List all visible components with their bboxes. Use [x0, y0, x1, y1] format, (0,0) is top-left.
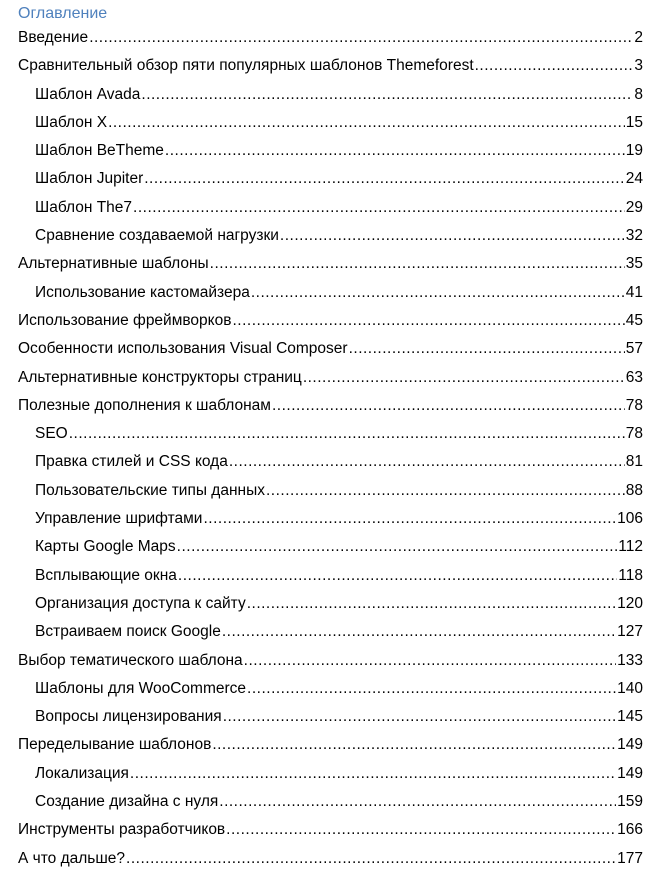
toc-entry-label[interactable]: Создание дизайна с нуля	[35, 793, 219, 811]
toc-dot-leader	[244, 647, 616, 675]
toc-subentry[interactable]	[0, 279, 659, 307]
toc-page-number[interactable]: 35	[625, 255, 643, 273]
toc-dot-leader	[223, 703, 616, 731]
toc-dot-leader	[165, 137, 625, 165]
toc-dot-leader	[203, 505, 616, 533]
toc-entry[interactable]	[0, 335, 659, 363]
toc-entry-label[interactable]: Шаблоны для WooCommerce	[35, 679, 247, 697]
toc-dot-leader	[280, 222, 625, 250]
toc-page-number[interactable]: 2	[634, 29, 643, 46]
toc-dot-leader	[247, 590, 616, 618]
toc-page-number[interactable]: 45	[625, 311, 643, 329]
toc-entry[interactable]	[0, 816, 659, 844]
toc-subentry[interactable]	[0, 81, 659, 109]
toc-dot-leader	[177, 533, 618, 561]
toc-subentry[interactable]	[0, 194, 659, 222]
toc-dot-leader	[89, 24, 633, 52]
toc-entry-label[interactable]: Организация доступа к сайту	[35, 594, 246, 612]
toc-entry-label[interactable]: Шаблон X	[35, 113, 108, 131]
toc-entry-label[interactable]: SEO	[35, 425, 68, 443]
toc-page-number[interactable]: 32	[625, 227, 643, 245]
toc-entry-label[interactable]: Шаблон Avada	[35, 85, 141, 103]
toc-entry-label[interactable]: Особенности использования Visual Composer	[18, 340, 348, 358]
toc-entry-label[interactable]: Сравнение создаваемой нагрузки	[35, 227, 279, 245]
toc-entry[interactable]	[0, 364, 659, 392]
toc-page-number[interactable]: 41	[625, 283, 643, 301]
toc-entry-label[interactable]: Переделывание шаблонов	[18, 736, 212, 754]
toc-dot-leader	[212, 731, 616, 759]
toc-subentry[interactable]	[0, 590, 659, 618]
toc-entry-label[interactable]: Локализация	[35, 764, 129, 782]
toc-page-number[interactable]: 118	[618, 566, 643, 584]
toc-dot-leader	[272, 392, 625, 420]
toc-dot-leader	[130, 760, 616, 788]
toc-page-number[interactable]: 78	[625, 396, 643, 414]
toc-entry-label[interactable]: Правка стилей и CSS кода	[35, 453, 228, 471]
toc-dot-leader	[229, 448, 625, 476]
toc-entry-label[interactable]: Вопросы лицензирования	[35, 708, 222, 726]
toc-entry[interactable]	[0, 250, 659, 278]
toc-dot-leader	[178, 562, 617, 590]
toc-entry-label[interactable]: Альтернативные конструкторы страниц	[18, 368, 302, 386]
toc-title: Оглавление	[18, 5, 108, 22]
toc-dot-leader	[144, 165, 625, 193]
toc-subentry[interactable]	[0, 448, 659, 476]
toc-dot-leader	[475, 52, 634, 80]
toc-subentry[interactable]	[0, 165, 659, 193]
toc-page-number[interactable]: 3	[634, 57, 643, 75]
toc-dot-leader	[226, 816, 616, 844]
toc-page-number[interactable]: 63	[625, 368, 643, 386]
toc-page-number[interactable]: 19	[625, 142, 643, 160]
toc-page-number[interactable]: 78	[625, 425, 643, 443]
toc-list	[0, 24, 659, 873]
toc-page-number[interactable]: 8	[634, 85, 643, 103]
toc-page-number[interactable]: 29	[625, 198, 643, 216]
toc-entry-label[interactable]: Управление шрифтами	[35, 510, 203, 528]
toc-entry[interactable]	[0, 392, 659, 420]
toc-subentry[interactable]	[0, 533, 659, 561]
toc-page-number[interactable]: 88	[625, 481, 643, 499]
toc-entry-label[interactable]: Шаблон BeTheme	[35, 142, 164, 160]
toc-entry-label[interactable]: Использование фреймворков	[18, 311, 232, 329]
toc-dot-leader	[133, 194, 625, 222]
toc-dot-leader	[69, 420, 625, 448]
toc-subentry[interactable]	[0, 222, 659, 250]
toc-entry-label[interactable]: Использование кастомайзера	[35, 283, 250, 301]
toc-page-number[interactable]: 149	[617, 764, 643, 782]
toc-entry-label[interactable]: А что дальше?	[18, 849, 126, 867]
toc-entry-label[interactable]: Пользовательские типы данных	[35, 481, 265, 499]
toc-entry[interactable]	[0, 307, 659, 335]
toc-entry[interactable]	[0, 731, 659, 759]
toc-entry[interactable]	[0, 52, 659, 80]
toc-entry-label[interactable]: Всплывающие окна	[35, 566, 177, 584]
toc-subentry[interactable]	[0, 137, 659, 165]
toc-dot-leader	[126, 845, 616, 873]
toc-subentry[interactable]	[0, 760, 659, 788]
toc-page-number[interactable]: 159	[617, 793, 643, 811]
toc-subentry[interactable]	[0, 505, 659, 533]
toc-entry-label[interactable]: Шаблон Jupiter	[35, 170, 144, 188]
toc-dot-leader	[251, 279, 625, 307]
toc-page-number[interactable]: 145	[617, 708, 643, 726]
toc-dot-leader	[247, 675, 616, 703]
toc-page-number[interactable]: 81	[625, 453, 643, 471]
toc-page-number[interactable]: 140	[617, 679, 643, 697]
toc-dot-leader	[232, 307, 624, 335]
toc-subentry[interactable]	[0, 420, 659, 448]
toc-entry-label[interactable]: Введение	[18, 29, 89, 46]
toc-subentry[interactable]	[0, 109, 659, 137]
toc-entry-label[interactable]: Карты Google Maps	[35, 538, 176, 556]
toc-dot-leader	[349, 335, 625, 363]
toc-subentry[interactable]	[0, 477, 659, 505]
toc-page-number[interactable]: 112	[618, 538, 643, 556]
toc-page-number[interactable]: 24	[625, 170, 643, 188]
toc-page-number[interactable]: 166	[617, 821, 643, 839]
toc-subentry[interactable]	[0, 618, 659, 646]
toc-entry[interactable]	[0, 24, 659, 52]
toc-page-number[interactable]: 127	[617, 623, 643, 641]
toc-page-number[interactable]: 133	[617, 651, 643, 669]
toc-entry[interactable]	[0, 647, 659, 675]
toc-entry-label[interactable]: Выбор тематического шаблона	[18, 651, 243, 669]
toc-dot-leader	[141, 81, 633, 109]
toc-entry-label[interactable]: Встраиваем поиск Google	[35, 623, 221, 641]
toc-page-number[interactable]: 149	[617, 736, 643, 754]
toc-entry-label[interactable]: Сравнительный обзор пяти популярных шаблонов Themeforest	[18, 57, 474, 75]
toc-entry-label[interactable]: Полезные дополнения к шаблонам	[18, 396, 271, 414]
toc-dot-leader	[219, 788, 616, 816]
toc-dot-leader	[303, 364, 625, 392]
toc-subentry[interactable]	[0, 788, 659, 816]
toc-dot-leader	[266, 477, 625, 505]
toc-dot-leader	[210, 250, 625, 278]
toc-subentry[interactable]	[0, 562, 659, 590]
toc-entry-label[interactable]: Шаблон The7	[35, 198, 133, 216]
toc-entry-label[interactable]: Альтернативные шаблоны	[18, 255, 209, 273]
toc-page-number[interactable]: 120	[617, 594, 643, 612]
toc-page-number[interactable]: 15	[625, 113, 643, 131]
toc-page-number[interactable]: 57	[625, 340, 643, 358]
toc-dot-leader	[108, 109, 625, 137]
toc-page-number[interactable]: 106	[617, 510, 643, 528]
toc-page-number[interactable]: 177	[617, 849, 643, 867]
toc-subentry[interactable]	[0, 703, 659, 731]
toc-entry[interactable]	[0, 845, 659, 873]
toc-subentry[interactable]	[0, 675, 659, 703]
toc-dot-leader	[222, 618, 616, 646]
toc-entry-label[interactable]: Инструменты разработчиков	[18, 821, 226, 839]
